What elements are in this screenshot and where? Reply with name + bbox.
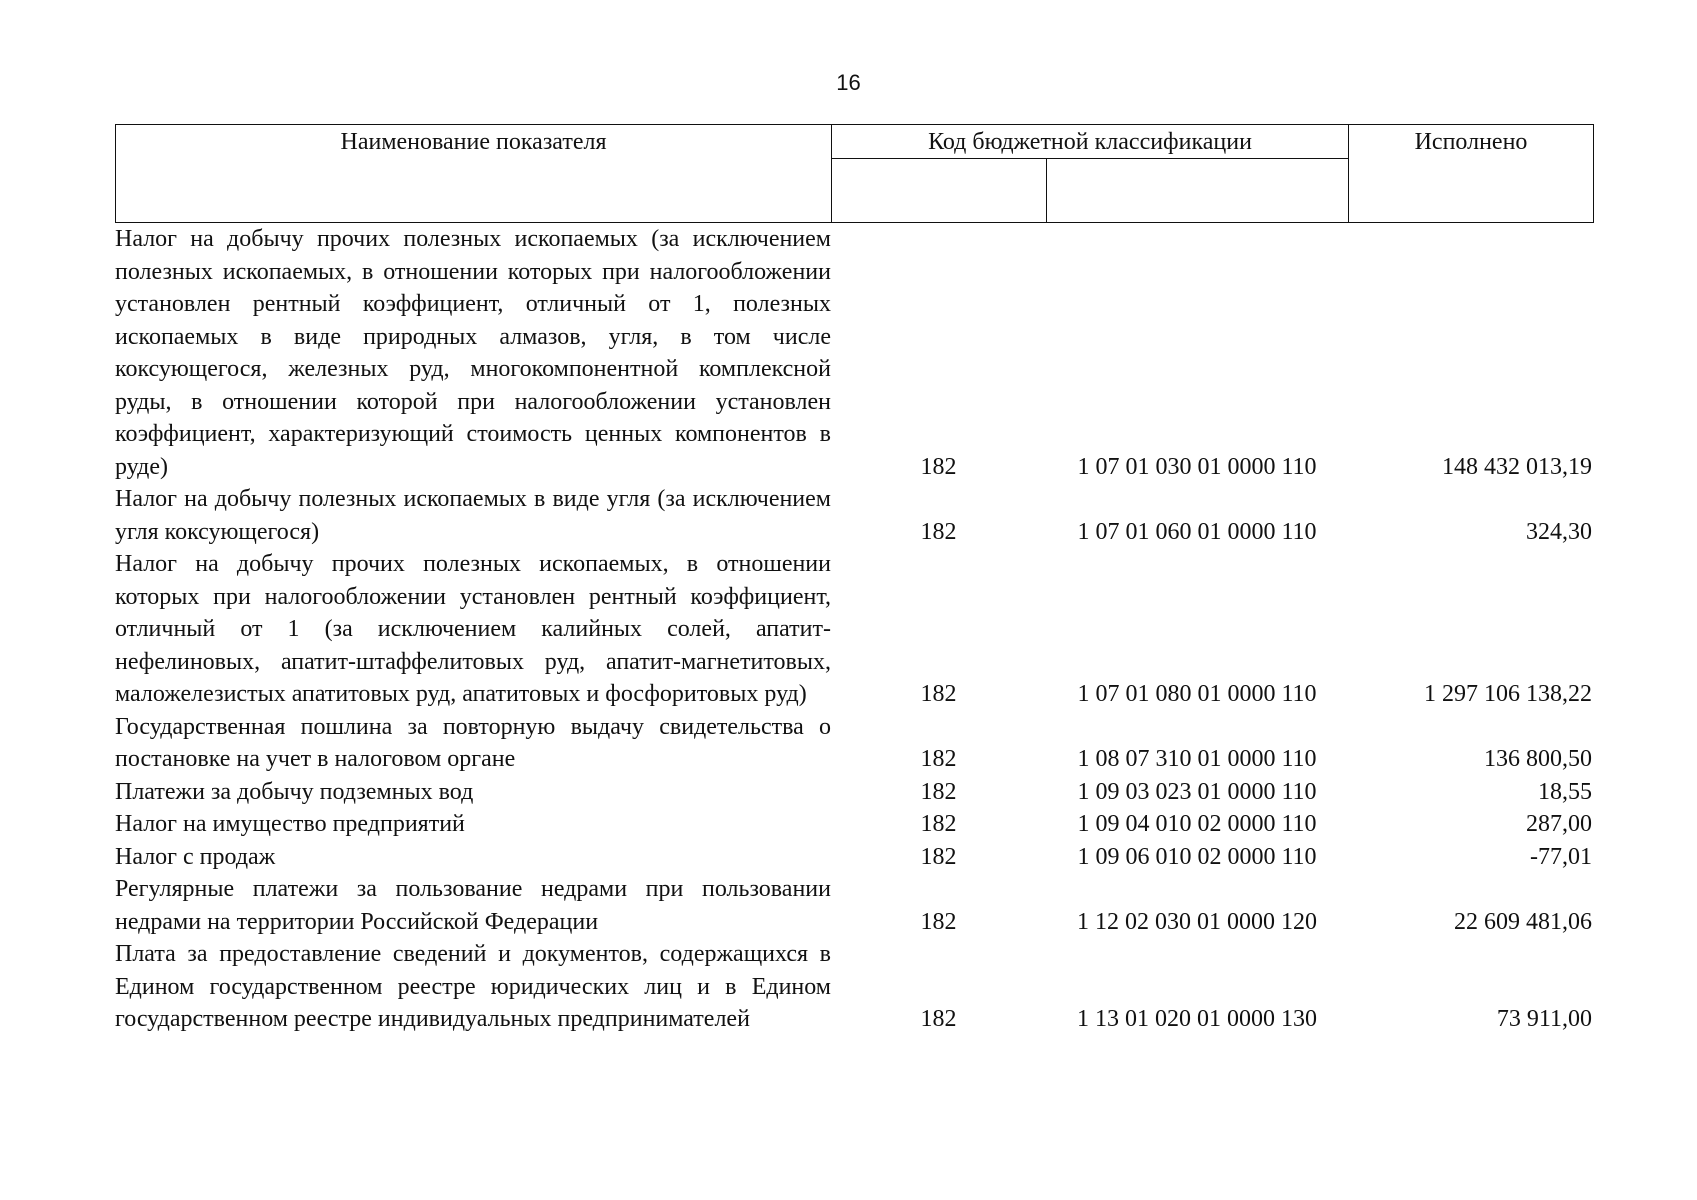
row-budget-code: 1 09 06 010 02 0000 110 <box>1077 843 1317 870</box>
table-row <box>115 548 1594 711</box>
row-admin-code: 182 <box>920 811 957 837</box>
row-admin-code: 182 <box>920 518 957 545</box>
row-name: Налог на добычу прочих полезных ископаемых (за исключением полезных ископаемых, в отношении которых при налогообложении установлен рентный коэффициент, отличный от 1, полезных ископаемых в виде природных алмазов, угля, в том числе коксующегося, железных руд, многокомпонентной комплексной руды, в отношении которой при налогообложении установлен коэффициент, характеризующий стоимость ценных компонентов в руде) <box>115 226 831 480</box>
header-code-admin-subcolumn <box>832 159 1047 222</box>
page-number-text: 16 <box>836 70 861 95</box>
table-row <box>115 841 1594 874</box>
row-budget-code: 1 07 01 060 01 0000 110 <box>1077 518 1317 545</box>
table-row <box>115 776 1594 809</box>
row-admin-code: 182 <box>920 746 957 772</box>
row-name: Платежи за добычу подземных вод <box>115 778 474 805</box>
header-name-column: Наименование показателя <box>116 125 832 222</box>
row-budget-code: 1 13 01 020 01 0000 130 <box>1077 1006 1317 1032</box>
row-budget-code: 1 07 01 080 01 0000 110 <box>1077 681 1317 707</box>
row-name: Плата за предоставление сведений и документов, содержащихся в Едином государственном реестре юридических лиц и в Едином государственном реестре индивидуальных предпринимателей <box>115 941 831 1032</box>
row-admin-code: 182 <box>920 778 957 805</box>
header-code-number-subcolumn <box>1047 159 1349 222</box>
row-name: Налог на добычу полезных ископаемых в виде угля (за исключением угля коксующегося) <box>115 486 831 545</box>
table-row <box>115 873 1594 938</box>
row-name: Налог с продаж <box>115 843 276 870</box>
row-admin-code: 182 <box>920 1006 957 1032</box>
row-name: Регулярные платежи за пользование недрами при пользовании недрами на территории Российской Федерации <box>115 876 831 935</box>
row-admin-code: 182 <box>920 681 957 707</box>
row-amount: 324,30 <box>1526 518 1592 545</box>
row-amount: 1 297 106 138,22 <box>1424 681 1592 707</box>
header-executed-column: Исполнено <box>1414 129 1528 155</box>
header-code-column: Код бюджетной классификации <box>832 125 1349 159</box>
table-header <box>115 124 1594 223</box>
table-row <box>115 808 1594 841</box>
row-name: Государственная пошлина за повторную выдачу свидетельства о постановке на учет в налоговом органе <box>115 713 831 772</box>
table-row <box>115 223 1594 483</box>
row-admin-code: 182 <box>920 908 957 935</box>
row-budget-code: 1 07 01 030 01 0000 110 <box>1077 453 1317 480</box>
row-admin-code: 182 <box>920 843 957 870</box>
row-amount: 136 800,50 <box>1484 746 1592 772</box>
page-number <box>0 70 1697 96</box>
row-amount: 148 432 013,19 <box>1442 453 1592 480</box>
row-amount: 18,55 <box>1538 778 1592 805</box>
row-amount: 287,00 <box>1526 811 1592 837</box>
row-admin-code: 182 <box>920 453 957 480</box>
row-budget-code: 1 09 03 023 01 0000 110 <box>1077 778 1317 805</box>
row-name: Налог на имущество предприятий <box>115 811 465 837</box>
row-budget-code: 1 08 07 310 01 0000 110 <box>1077 746 1317 772</box>
table-row <box>115 938 1594 1036</box>
table-row <box>115 711 1594 776</box>
table-row <box>115 483 1594 548</box>
row-amount: -77,01 <box>1530 843 1592 870</box>
table-body <box>115 223 1594 1036</box>
row-name: Налог на добычу прочих полезных ископаемых, в отношении которых при налогообложении установлен рентный коэффициент, отличный от 1 (за исключением калийных солей, апатит-нефелиновых, апатит-штаффелитовых руд, апатит-магнетитовых, маложелезистых апатитовых руд, апатитовых и фосфоритовых руд) <box>115 551 831 707</box>
row-budget-code: 1 12 02 030 01 0000 120 <box>1077 908 1317 935</box>
row-budget-code: 1 09 04 010 02 0000 110 <box>1077 811 1317 837</box>
row-amount: 22 609 481,06 <box>1454 908 1592 935</box>
row-amount: 73 911,00 <box>1496 1006 1592 1032</box>
